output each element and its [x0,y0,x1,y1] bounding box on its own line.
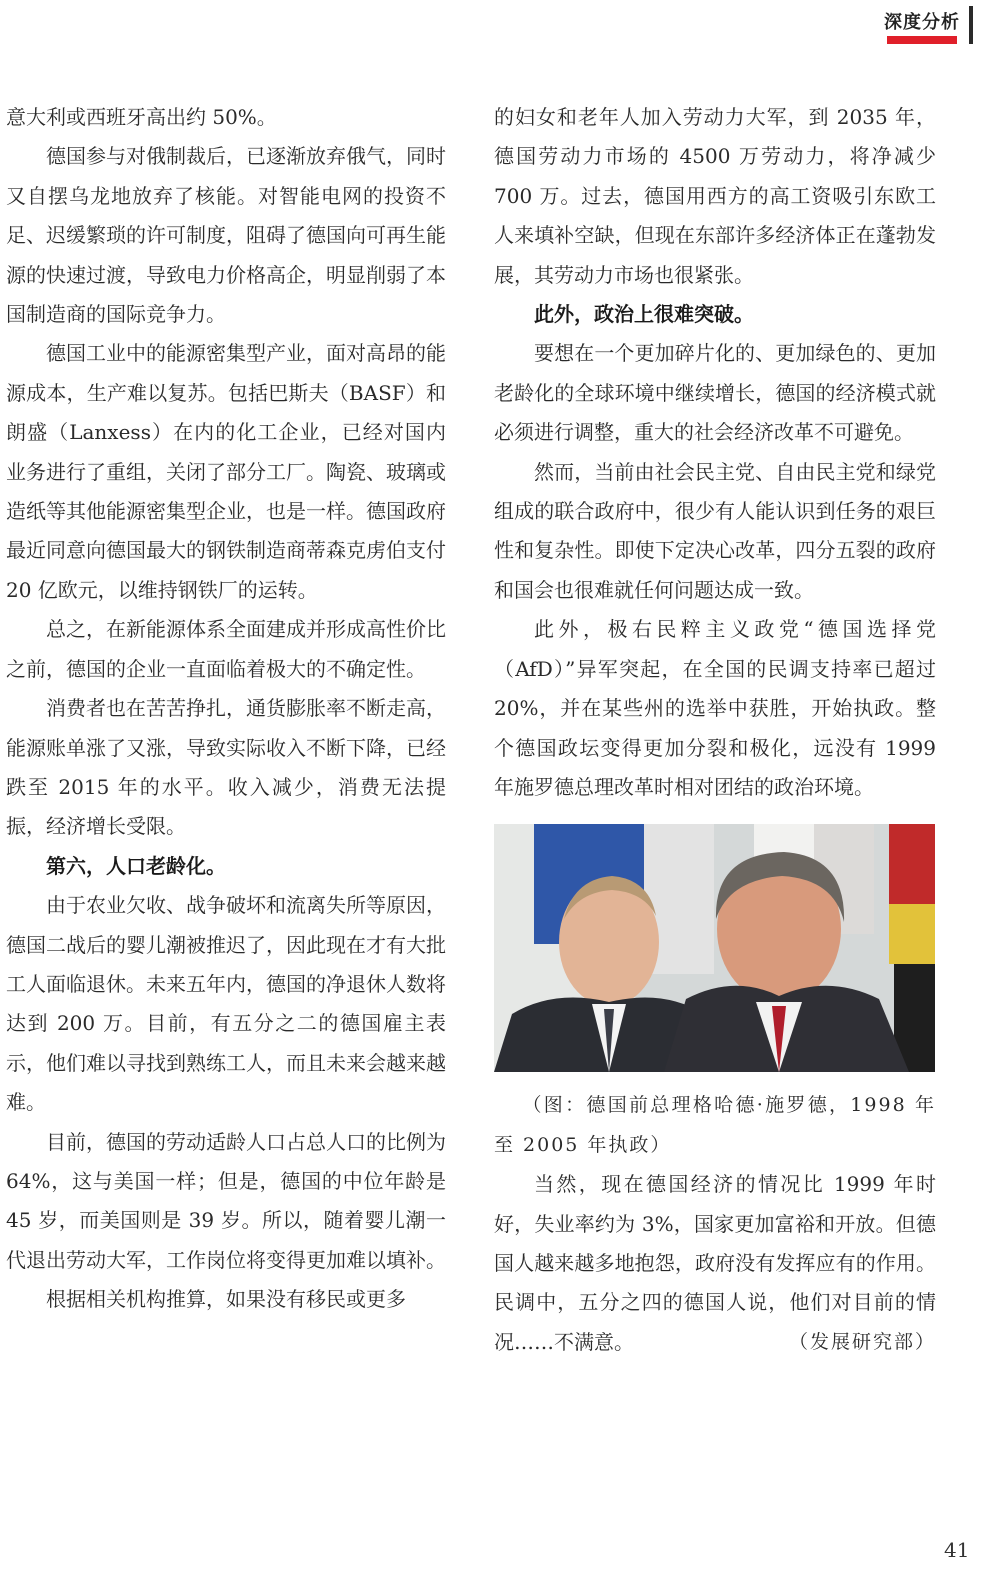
paragraph: 消费者也在苦苦挣扎，通货膨胀率不断走高，能源账单涨了又涨，导致实际收入不断下降，已经跌至 2015 年的水平。收入减少，消费无法提振，经济增长受限。 [6,696,446,839]
subheading: 此外，政治上很难突破。 [534,302,754,327]
paragraph: 目前，德国的劳动适龄人口占总人口的比例为 64%，这与美国一样；但是，德国的中位年龄是 45 岁，而美国则是 39 岁。所以，随着婴儿潮一代退出劳动大军，工作岗位将变得更加难以填补。 [6,1129,446,1272]
author-signature: （发展研究部） [788,1330,936,1353]
left-column [6,98,446,1320]
section-accent-bar [887,36,957,44]
paragraph: 德国参与对俄制裁后，已逐渐放弃俄气，同时又自摆乌龙地放弃了核能。对智能电网的投资不足、迟缓繁琐的许可制度，阻碍了德国向可再生能源的快速过渡，导致电力价格高企，明显削弱了本国制造商的国际竞争力。 [6,144,446,327]
paragraph: 总之，在新能源体系全面建成并形成高性价比之前，德国的企业一直面临着极大的不确定性。 [6,617,446,681]
news-photo [494,824,935,1072]
section-tag: 深度分析 [884,12,960,33]
photo-illustration [494,824,935,1072]
right-column [494,98,936,1362]
paragraph: 要想在一个更加碎片化的、更加绿色的、更加老龄化的全球环境中继续增长，德国的经济模式就必须进行调整，重大的社会经济改革不可避免。 [494,341,936,445]
photo-caption: （图：德国前总理格哈德·施罗德，1998 年至 2005 年执政） [494,1094,936,1156]
paragraph: 由于农业欠收、战争破坏和流离失所等原因，德国二战后的婴儿潮被推迟了，因此现在才有大批工人面临退休。未来五年内，德国的净退休人数将达到 200 万。目前，有五分之二的德国雇主表示，他们难以寻找到熟练工人，而且未来会越来越难。 [6,893,446,1115]
paragraph: 德国工业中的能源密集型产业，面对高昂的能源成本，生产难以复苏。包括巴斯夫（BASF）和朗盛（Lanxess）在内的化工企业，已经对国内业务进行了重组，关闭了部分工厂。陶瓷、玻璃或造纸等其他能源密集型企业，也是一样。德国政府最近同意向德国最大的钢铁制造商蒂森克虏伯支付 20 亿欧元，以维持钢铁厂的运转。 [6,341,446,602]
paragraph: 意大利或西班牙高出约 50%。 [6,105,277,129]
paragraph [494,1165,936,1362]
header-divider [969,6,973,44]
paragraph: 此外，极右民粹主义政党“德国选择党（AfD）”异军突起，在全国的民调支持率已超过 20%，并在某些州的选举中获胜，开始执政。整个德国政坛变得更加分裂和极化，远没有 1999 年施罗德总理改革时相对团结的政治环境。 [494,617,936,799]
subheading: 第六，人口老龄化。 [46,853,226,878]
paragraph: 的妇女和老年人加入劳动力大军，到 2035 年，德国劳动力市场的 4500 万劳动力，将净减少 700 万。过去，德国用西方的高工资吸引东欧工人来填补空缺，但现在东部许多经济体正在蓬勃发展，其劳动力市场也很紧张。 [494,105,936,287]
paragraph: 根据相关机构推算，如果没有移民或更多 [46,1287,406,1312]
page-number: 41 [944,1538,970,1562]
paragraph-text: 当然，现在德国经济的情况比 1999 年时好，失业率约为 3%，国家更加富裕和开放。但德国人越来越多地抱怨，政府没有发挥应有的作用。民调中，五分之四的德国人说，他们对目前的情况……不满意。 [494,1172,936,1354]
paragraph: 然而，当前由社会民主党、自由民主党和绿党组成的联合政府中，很少有人能认识到任务的艰巨性和复杂性。即使下定决心改革，四分五裂的政府和国会也很难就任何问题达成一致。 [494,459,936,602]
